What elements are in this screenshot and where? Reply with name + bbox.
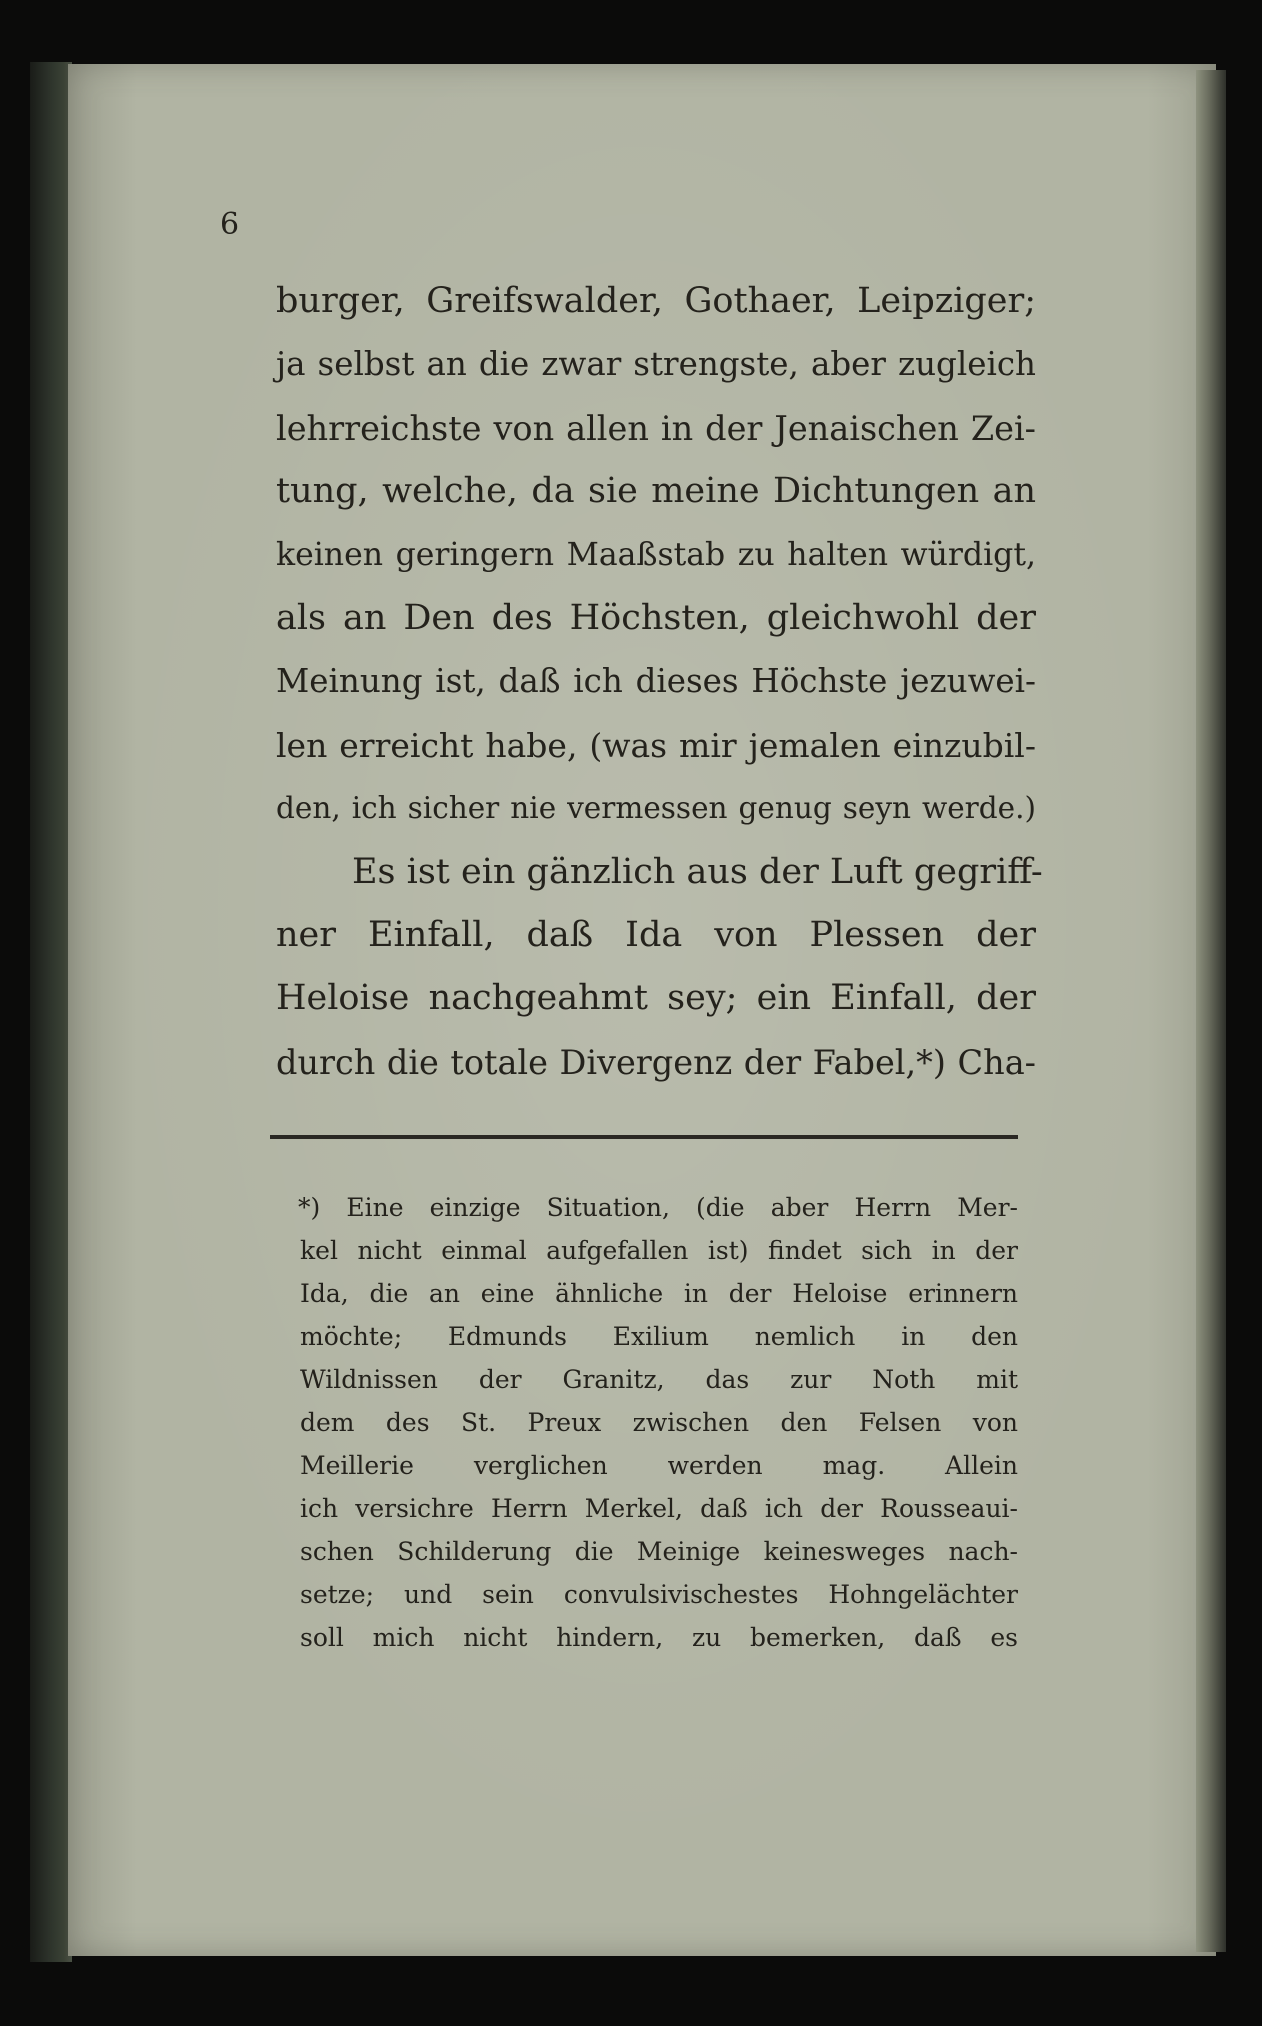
text-line: durch die totale Divergenz der Fabel,*) Cha- xyxy=(276,1042,1036,1082)
footnote-line: setze; und sein convulsivischestes Hohngelächter xyxy=(300,1580,1018,1609)
footnote-line: dem des St. Preux zwischen den Felsen von xyxy=(300,1408,1018,1437)
footnote-line: ich versichre Herrn Merkel, daß ich der Rousseaui- xyxy=(300,1494,1018,1523)
footnote-line: kel nicht einmal aufgefallen ist) findet sich in der xyxy=(300,1236,1018,1265)
text-line: ja selbst an die zwar strengste, aber zugleich xyxy=(276,345,1036,384)
page-number: 6 xyxy=(220,207,240,242)
book-spine xyxy=(30,62,72,1962)
footnote-line: möchte; Edmunds Exilium nemlich in den xyxy=(300,1322,1018,1351)
footnote-divider xyxy=(270,1135,1018,1139)
text-line: len erreicht habe, (was mir jemalen einzubil- xyxy=(276,725,1036,765)
text-line: keinen geringern Maaßstab zu halten würdigt, xyxy=(276,536,1036,573)
footnote xyxy=(300,1186,1018,1659)
footnote-line: soll mich nicht hindern, zu bemerken, daß es xyxy=(300,1623,1018,1652)
page-edge-shadow xyxy=(1196,70,1226,1952)
text-line: Heloise nachgeahmt sey; ein Einfall, der xyxy=(276,978,1036,1019)
text-line: lehrreichste von allen in der Jenaischen Zei- xyxy=(276,408,1036,448)
text-line: ner Einfall, daß Ida von Plessen der xyxy=(276,914,1036,955)
text-line: den, ich sicher nie vermessen genug seyn werde.) xyxy=(276,791,1036,826)
text-line: Es ist ein gänzlich aus der Luft gegriff- xyxy=(352,851,1043,892)
text-line: Meinung ist, daß ich dieses Höchste jezuwei- xyxy=(276,662,1036,701)
text-line: als an Den des Höchsten, gleichwohl der xyxy=(276,597,1036,638)
footnote-line: *) Eine einzige Situation, (die aber Herrn Mer- xyxy=(298,1193,1018,1222)
footnote-line: Meillerie verglichen werden mag. Allein xyxy=(300,1451,1018,1480)
text-line: tung, welche, da sie meine Dichtungen an xyxy=(276,471,1036,512)
footnote-line: Wildnissen der Granitz, das zur Noth mit xyxy=(300,1365,1018,1394)
footnote-line: schen Schilderung die Meinige keinesweges nach- xyxy=(300,1537,1018,1566)
footnote-line: Ida, die an eine ähnliche in der Heloise erinnern xyxy=(300,1279,1018,1308)
main-text xyxy=(276,270,1043,1094)
text-line: burger, Greifswalder, Gothaer, Leipziger; xyxy=(276,281,1036,321)
